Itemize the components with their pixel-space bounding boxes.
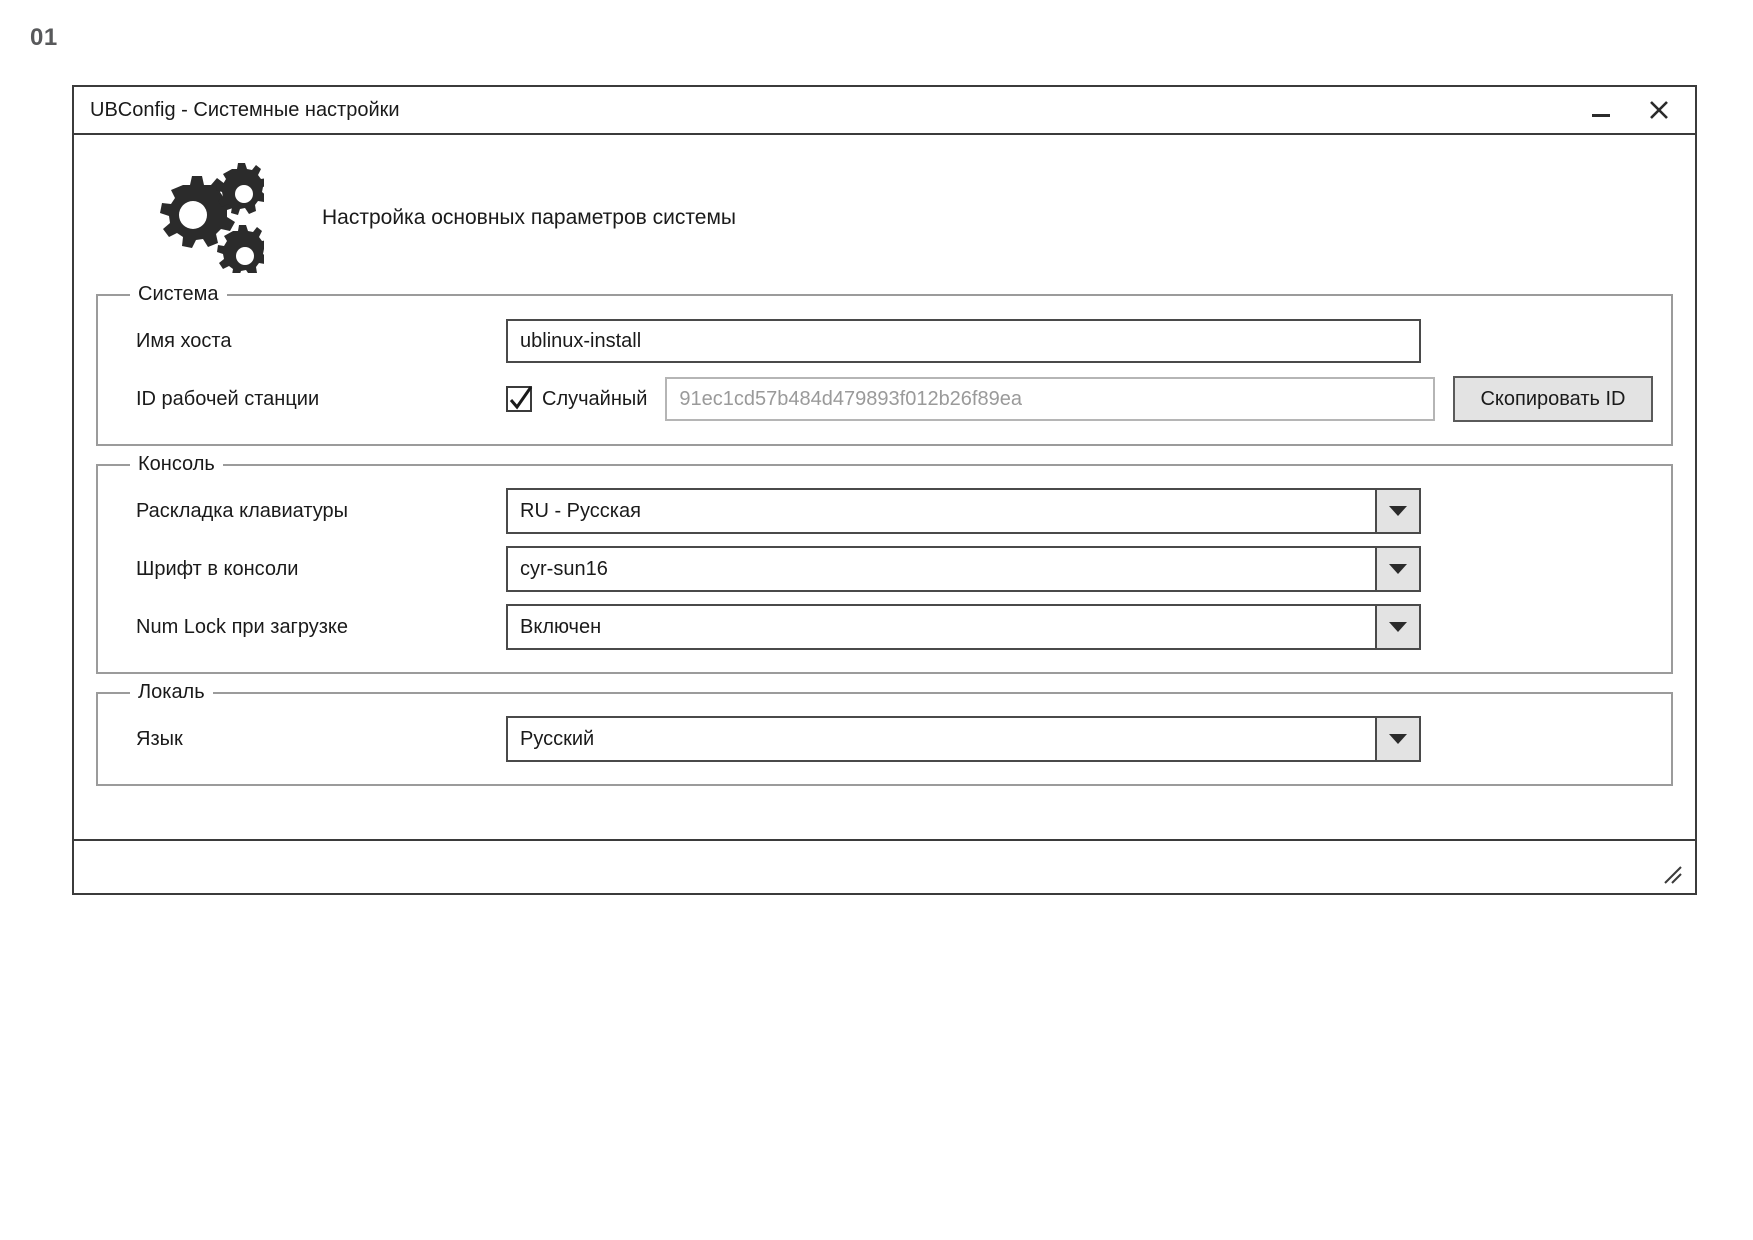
group-console-legend: Консоль bbox=[138, 453, 215, 475]
keyboard-layout-label: Раскладка клавиатуры bbox=[136, 499, 349, 522]
field-numlock bbox=[116, 598, 1653, 656]
ubconfig-window bbox=[72, 85, 1697, 895]
field-workstation-id bbox=[116, 370, 1653, 428]
hostname-row-inner bbox=[506, 319, 1653, 363]
window-statusbar bbox=[74, 839, 1695, 893]
console-font-select[interactable] bbox=[506, 546, 1421, 592]
console-font-row-inner bbox=[506, 546, 1653, 592]
window-title: UBConfig - Системные настройки bbox=[90, 98, 400, 121]
field-language bbox=[116, 710, 1653, 768]
titlebar-buttons bbox=[1587, 96, 1679, 124]
random-id-checkbox[interactable] bbox=[506, 386, 647, 412]
minimize-icon[interactable] bbox=[1587, 96, 1615, 124]
page-number: 01 bbox=[30, 24, 58, 51]
keyboard-layout-value: RU - Русская bbox=[520, 499, 641, 522]
field-console-font bbox=[116, 540, 1653, 598]
keyboard-layout-row-inner bbox=[506, 488, 1653, 534]
workstation-id-input[interactable]: 91ec1cd57b484d479893f012b26f89ea bbox=[665, 377, 1435, 421]
chevron-down-icon[interactable] bbox=[1375, 548, 1419, 590]
hostname-label: Имя хоста bbox=[136, 329, 232, 352]
window-body bbox=[74, 135, 1695, 839]
field-keyboard-layout bbox=[116, 482, 1653, 540]
chevron-down-icon[interactable] bbox=[1375, 718, 1419, 760]
keyboard-layout-select[interactable] bbox=[506, 488, 1421, 534]
group-system-legend: Система bbox=[138, 283, 219, 305]
language-value: Русский bbox=[520, 727, 595, 750]
chevron-down-icon[interactable] bbox=[1375, 606, 1419, 648]
numlock-label: Num Lock при загрузке bbox=[136, 615, 349, 638]
language-row-inner bbox=[506, 716, 1653, 762]
numlock-select[interactable] bbox=[506, 604, 1421, 650]
header-caption: Настройка основных параметров системы bbox=[322, 206, 736, 229]
copy-id-button[interactable]: Скопировать ID bbox=[1453, 376, 1653, 422]
close-icon[interactable] bbox=[1645, 96, 1673, 124]
hostname-input[interactable]: ublinux-install bbox=[506, 319, 1421, 363]
header-row bbox=[96, 153, 1673, 283]
chevron-down-icon[interactable] bbox=[1375, 490, 1419, 532]
resize-grip-icon[interactable] bbox=[1661, 863, 1685, 887]
group-locale-legend: Локаль bbox=[138, 681, 205, 703]
field-hostname bbox=[116, 312, 1653, 370]
checkbox-checked-icon bbox=[506, 386, 532, 412]
console-font-value: cyr-sun16 bbox=[520, 557, 608, 580]
numlock-row-inner bbox=[506, 604, 1653, 650]
language-label: Язык bbox=[136, 727, 183, 750]
window-titlebar bbox=[74, 87, 1695, 135]
console-font-label: Шрифт в консоли bbox=[136, 557, 299, 580]
random-id-checkbox-label: Случайный bbox=[542, 387, 648, 410]
group-console bbox=[96, 453, 1673, 674]
group-locale bbox=[96, 681, 1673, 786]
workstation-id-label: ID рабочей станции bbox=[136, 387, 320, 410]
group-system bbox=[96, 283, 1673, 446]
language-select[interactable] bbox=[506, 716, 1421, 762]
gears-icon bbox=[136, 163, 264, 273]
workstation-id-row-inner bbox=[506, 376, 1653, 422]
numlock-value: Включен bbox=[520, 615, 602, 638]
